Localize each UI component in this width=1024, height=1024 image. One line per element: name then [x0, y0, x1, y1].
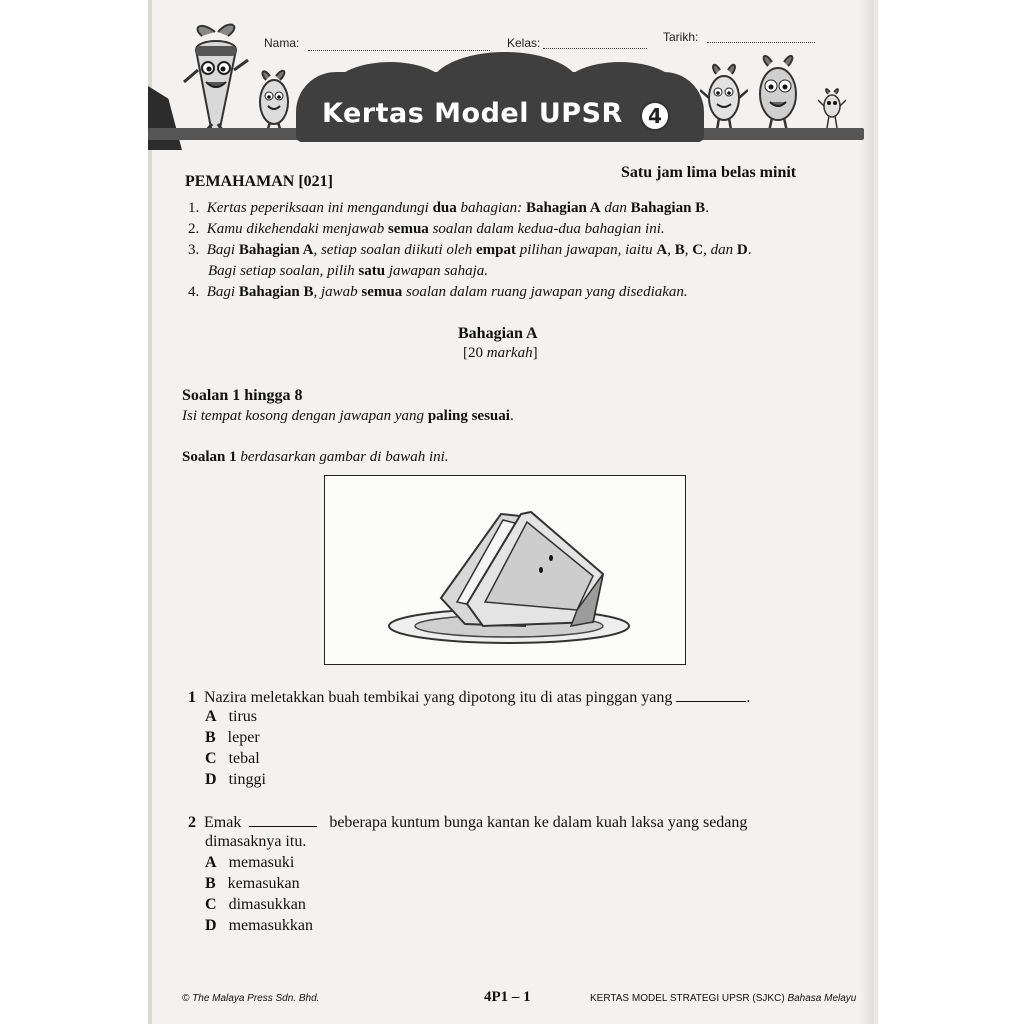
footer-page-code: 4P1 – 1 [484, 989, 531, 1005]
instruction-item: 2. Kamu dikehendaki menjawab semua soalan dalam kedua-dua bahagian ini. [188, 221, 665, 237]
tarikh-label: Tarikh: [663, 30, 699, 44]
watermelon-slice-on-plate-icon [325, 476, 685, 664]
option-b[interactable]: B leper [205, 729, 260, 746]
instruction-item: 4. Bagi Bahagian B, jawab semua soalan dalam ruang jawapan yang disediakan. [188, 284, 688, 300]
carrot-mascot-icon [180, 20, 250, 138]
page-shadow [860, 0, 878, 1024]
kelas-field[interactable] [543, 48, 647, 49]
question-text: 2 Emak beberapa kuntum bunga kantan ke dalam kuah laksa yang sedang [188, 814, 748, 831]
subject-code: PEMAHAMAN [021] [185, 173, 333, 190]
option-b[interactable]: B kemasukan [205, 875, 300, 892]
banner-number: 4 [640, 101, 670, 131]
section-title: Bahagian A [458, 325, 538, 342]
answer-blank[interactable] [676, 687, 746, 702]
kelas-label: Kelas: [507, 36, 541, 50]
duration: Satu jam lima belas minit [621, 164, 797, 181]
option-c[interactable]: C dimasukkan [205, 896, 306, 913]
tarikh-field[interactable] [707, 42, 815, 43]
option-d[interactable]: D tinggi [205, 771, 266, 788]
section-marks: [20 markah] [463, 345, 538, 361]
footer-publisher: © The Malaya Press Sdn. Bhd. [182, 993, 320, 1004]
onion-mascot-icon [700, 60, 748, 138]
small-radish-mascot-icon [818, 86, 846, 130]
instruction-item: Bagi setiap soalan, pilih satu jawapan sahaja. [208, 263, 489, 279]
option-c[interactable]: C tebal [205, 750, 260, 767]
instruction-item: 3. Bagi Bahagian A, setiap soalan diikuti oleh empat pilihan jawapan, iaitu A, B, C, dan D. [188, 242, 752, 258]
question-picture [324, 475, 686, 665]
banner-title: Kertas Model UPSR [322, 98, 623, 129]
nama-label: Nama: [264, 36, 300, 50]
nama-field[interactable] [308, 50, 490, 51]
soalan1-intro: Soalan 1 berdasarkan gambar di bawah ini. [182, 449, 449, 465]
question-text: 1 Nazira meletakkan buah tembikai yang dipotong itu di atas pinggan yang . [188, 689, 751, 706]
footer-series: KERTAS MODEL STRATEGI UPSR (SJKC) Bahasa Melayu [590, 993, 857, 1004]
turnip-mascot-icon [750, 50, 806, 138]
question-text-continued: dimasaknya itu. [205, 833, 307, 850]
option-d[interactable]: D memasukkan [205, 917, 313, 934]
instruction-item: 1. Kertas peperiksaan ini mengandungi dua bahagian: Bahagian A dan Bahagian B. [188, 200, 709, 216]
option-a[interactable]: A tirus [205, 708, 258, 725]
answer-blank[interactable] [249, 812, 317, 827]
soalan-instruction: Isi tempat kosong dengan jawapan yang paling sesuai. [182, 408, 514, 424]
option-a[interactable]: A memasuki [205, 854, 295, 871]
soalan-range: Soalan 1 hingga 8 [182, 387, 303, 404]
page-binding-edge [148, 0, 152, 1024]
